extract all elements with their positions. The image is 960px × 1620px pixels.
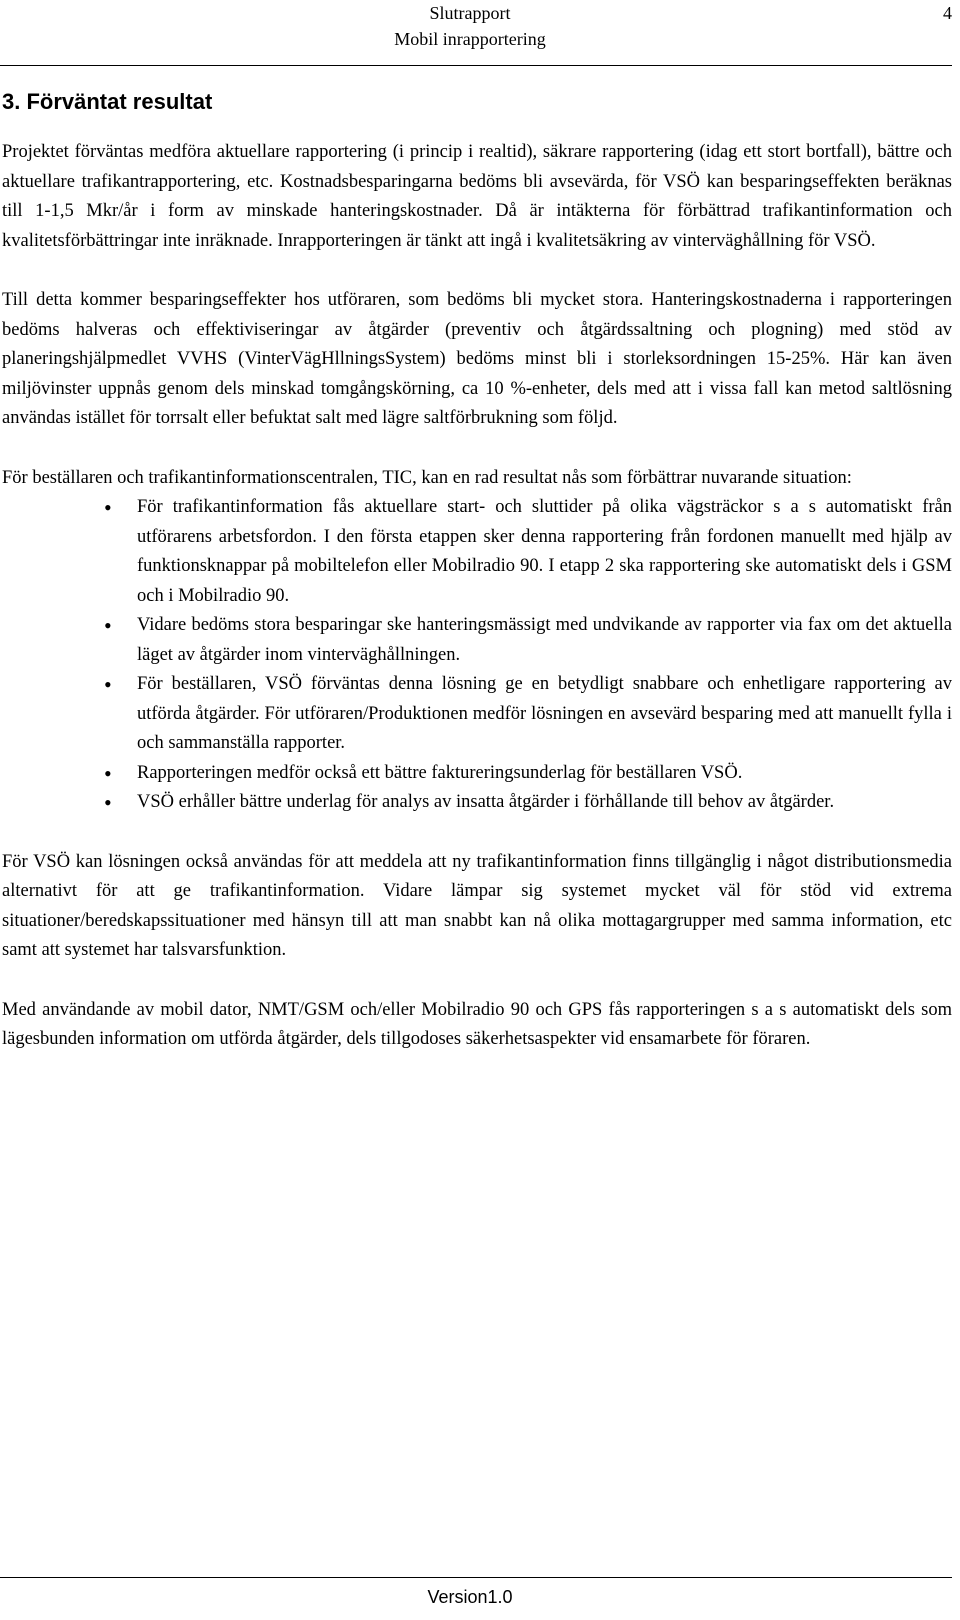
header-title: Slutrapport [429, 3, 511, 23]
header-subtitle: Mobil inrapportering [394, 29, 546, 49]
paragraph-contractor-savings: Till detta kommer besparingseffekter hos utföraren, som bedöms bli mycket stora. Hanteringskostnaderna i rapporteringen bedöms halveras och effektiviseringar av åtgärder (preventiv och åtgärdssaltning och plogning) med stöd av planeringshjälpmedlet VVHS (VinterVägHllningsSystem) bedöms minst bli i storleksordningen 15-25%. Här kan även miljövinster uppnås genom dels minskad tomgångskörning, ca 10 %-enheter, dels med att i vissa fall kan metod saltlösning användas istället för torrsalt eller befuktat salt med lägre saltförbrukning som följd. [2, 290, 952, 428]
paragraph-vso-usage: För VSÖ kan lösningen också användas för att meddela att ny trafikantinformation finns tillgänglig i något distributionsmedia alternativt för att ge trafikantinformation. Vidare lämpar sig systemet mycket väl för stöd vid extrema situationer/beredskapssituationer med hänsyn till att man snabbt kan nå olika mottagargrupper med samma information, etc samt att systemet har talsvarsfunktion. [2, 851, 952, 960]
footer-divider [0, 1577, 952, 1578]
page-number: 4 [943, 3, 952, 23]
header-divider [0, 65, 952, 66]
list-item: • Vidare bedöms stora besparingar ske hanteringsmässigt med undvikande av rapporter via fax om det aktuella läget av åtgärder inom vinterväghållningen. [2, 611, 952, 670]
list-item: • För trafikantinformation fås aktuellare start- och sluttider på olika vägsträckor s a s automatiskt från utförarens arbetsfordon. I den första etappen sker denna rapportering från fordonen manuellt med hjälp av funktionsknappar på mobiltelefon eller Mobilradio 90. I etapp 2 ska rapportering ske automatiskt dels i GSM och i Mobilradio 90. [2, 493, 952, 611]
header-titles [0, 0, 940, 52]
list-item: • Rapporteringen medför också ett bättre faktureringsunderlag för beställaren VSÖ. [2, 759, 952, 789]
results-bullet-list [2, 493, 952, 818]
footer-version: Version1.0 [427, 1587, 513, 1607]
list-item: • För beställaren, VSÖ förväntas denna lösning ge en betydligt snabbare och enhetligare rapportering av utförda åtgärder. För utföraren/Produktionen medför lösningen en avsevärd besparing med att manuellt fylla i och sammanställa rapporter. [2, 670, 952, 759]
main-content [2, 88, 952, 1085]
paragraph-mobile-reporting: Med användande av mobil dator, NMT/GSM och/eller Mobilradio 90 och GPS fås rapporteringen s a s automatiskt dels som lägesbunden information om utförda åtgärder, dels tillgodoses säkerhetsaspekter vid ensamarbete för föraren. [2, 999, 952, 1049]
paragraph-expected-results: Projektet förväntas medföra aktuellare rapportering (i princip i realtid), säkrare rapportering (idag ett stort bortfall), bättre och aktuellare trafikantrapportering, etc. Kostnadsbesparingarna bedöms bli avsevärda, för VSÖ kan besparingseffekten beräknas till 1-1,5 Mkr/år i form av minskade hanteringskostnader. Då är intäkterna för förbättrad trafikantinformation och kvalitetsförbättringar inte inräknade. Inrapporteringen är tänkt att ingå i kvalitetsäkring av vinterväghållning för VSÖ. [2, 142, 952, 251]
list-item: • VSÖ erhåller bättre underlag för analys av insatta åtgärder i förhållande till behov av åtgärder. [2, 788, 952, 818]
page-header [0, 0, 960, 62]
section-heading: 3. Förväntat resultat [2, 89, 213, 114]
paragraph-list-intro: För beställaren och trafikantinformationscentralen, TIC, kan en rad resultat nås som förbättrar nuvarande situation: [2, 467, 852, 488]
